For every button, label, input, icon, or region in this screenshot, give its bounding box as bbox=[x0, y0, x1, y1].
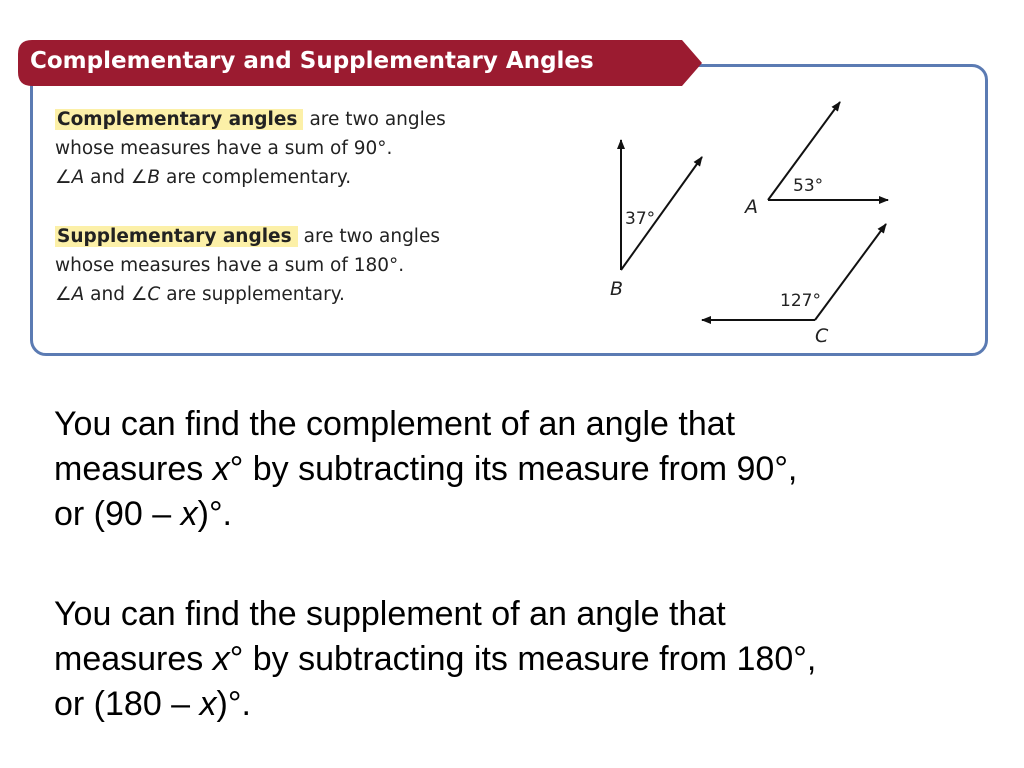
supplement-paragraph bbox=[54, 592, 816, 727]
text-segment: measures bbox=[54, 640, 213, 678]
suffix-text: are supplementary. bbox=[160, 284, 345, 305]
connector-text: and ∠ bbox=[84, 167, 148, 188]
supplementary-term: Supplementary angles bbox=[55, 226, 298, 247]
text-segment: or (90 – bbox=[54, 495, 181, 533]
complement-line-2 bbox=[54, 447, 797, 492]
variable-x: x bbox=[199, 685, 217, 723]
complement-line-1: You can find the complement of an angle that bbox=[54, 405, 736, 443]
angle-b-measure: 37° bbox=[625, 209, 656, 229]
complementary-term: Complementary angles bbox=[55, 109, 303, 130]
text-segment: ° by subtracting its measure from 90°, bbox=[229, 450, 798, 488]
angle-c-measure: 127° bbox=[780, 291, 821, 311]
suffix-text: are complementary. bbox=[160, 167, 352, 188]
angle-symbol: ∠ bbox=[55, 284, 72, 305]
supplementary-rest: are two angles bbox=[303, 226, 440, 247]
angle-c-ray-diagonal bbox=[815, 224, 886, 320]
angle-diagram bbox=[0, 0, 1024, 360]
text-segment: )°. bbox=[216, 685, 251, 723]
text-segment: ° by subtracting its measure from 180°, bbox=[229, 640, 817, 678]
supplementary-line-2: whose measures have a sum of 180°. bbox=[55, 255, 405, 276]
connector-text: and ∠ bbox=[84, 284, 148, 305]
complementary-line-2: whose measures have a sum of 90°. bbox=[55, 138, 393, 159]
angle-c-figure bbox=[702, 224, 886, 347]
text-segment: or (180 – bbox=[54, 685, 200, 723]
angle-b-figure bbox=[610, 140, 702, 300]
angle-c-label: C bbox=[815, 325, 829, 347]
angle-a-ref: A bbox=[71, 167, 85, 188]
angle-symbol: ∠ bbox=[55, 167, 72, 188]
angle-c-ref: C bbox=[147, 284, 161, 305]
complement-paragraph bbox=[54, 402, 797, 537]
variable-x: x bbox=[212, 640, 230, 678]
text-segment: )°. bbox=[197, 495, 232, 533]
supplement-line-3 bbox=[54, 682, 816, 727]
page-title: Complementary and Supplementary Angles bbox=[30, 48, 594, 74]
variable-x: x bbox=[212, 450, 230, 488]
complementary-rest: are two angles bbox=[309, 109, 446, 130]
variable-x: x bbox=[180, 495, 198, 533]
text-segment: measures bbox=[54, 450, 213, 488]
supplement-line-2 bbox=[54, 637, 816, 682]
angle-a-measure: 53° bbox=[793, 176, 824, 196]
angle-b-ref: B bbox=[147, 167, 161, 188]
angle-a-figure bbox=[743, 102, 888, 218]
angle-a-label: A bbox=[745, 196, 758, 218]
supplement-line-1: You can find the supplement of an angle that bbox=[54, 595, 726, 633]
complement-line-3 bbox=[54, 492, 797, 537]
angle-b-label: B bbox=[610, 278, 624, 300]
angle-a-ref: A bbox=[71, 284, 85, 305]
